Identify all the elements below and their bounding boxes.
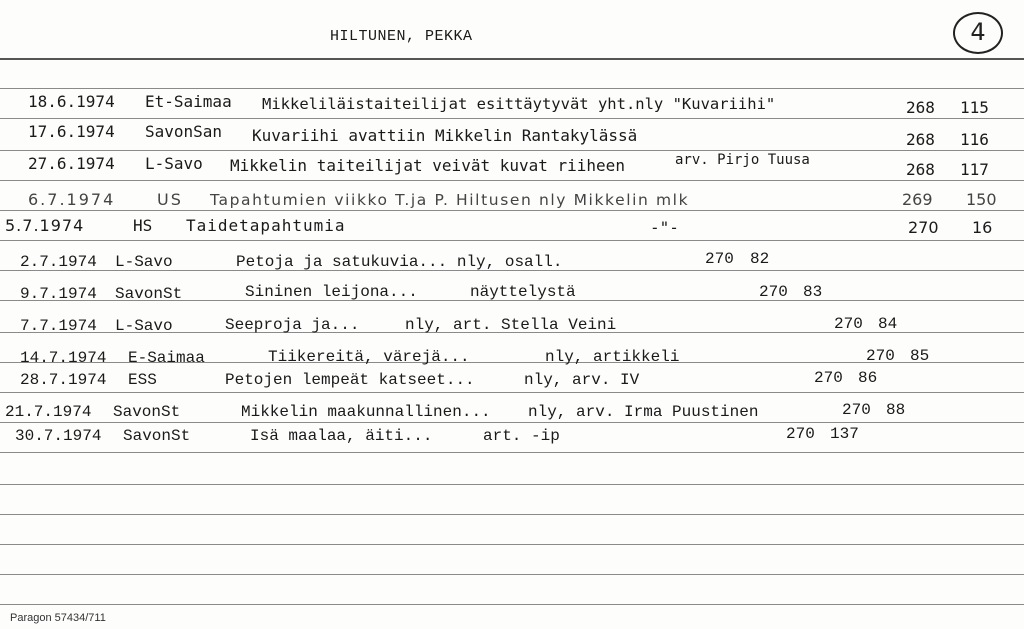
ruled-line <box>0 118 1024 119</box>
entry-text: Petoja ja satukuvia... nly, osall. <box>236 253 563 271</box>
entry-text: Sininen leijona... <box>245 283 418 301</box>
entry-note: arv. Pirjo Tuusa <box>675 152 810 168</box>
entry-source: SavonSt <box>123 427 191 445</box>
entry-type: nly, artikkeli <box>545 348 680 366</box>
entry-source: L-Savo <box>145 154 203 173</box>
entry-type: näyttelystä <box>470 283 576 301</box>
entry-ref1: 270 <box>705 250 734 268</box>
entry-ref1: 270 <box>834 315 863 333</box>
ruled-line <box>0 240 1024 241</box>
entry-ref2: 115 <box>960 98 989 117</box>
entry-source: E-Saimaa <box>128 349 205 367</box>
entry-ref1: 270 <box>759 283 788 301</box>
entry-ref2: 86 <box>858 369 878 387</box>
entry-text: Isä maalaa, äiti... <box>250 427 433 445</box>
entry-ref2: 85 <box>910 347 930 365</box>
entry-text: Kuvariihi avattiin Mikkelin Rantakylässä <box>252 126 638 145</box>
entry-text: Seeproja ja... <box>225 316 360 334</box>
entry-ref1: 270 <box>786 425 815 443</box>
entry-source: L-Savo <box>115 317 173 335</box>
entry-type: nly, arv. Irma Puustinen <box>528 403 759 421</box>
ruled-line <box>0 210 1024 211</box>
entry-source: SavonSt <box>115 285 183 303</box>
card-title: HILTUNEN, PEKKA <box>330 28 473 45</box>
entry-ref1: 270 <box>814 369 843 387</box>
ruled-line <box>0 604 1024 605</box>
entry-ref1: 270 <box>842 401 871 419</box>
entry-type: nly, art. Stella Veini <box>405 316 617 334</box>
entry-ref1: 268 <box>906 130 935 149</box>
entry-ditto: -"- <box>650 218 679 237</box>
entry-text: Taidetapahtumia <box>186 216 346 235</box>
ruled-line <box>0 180 1024 181</box>
entry-source: Et-Saimaa <box>145 92 232 111</box>
entry-ref1: 268 <box>906 98 935 117</box>
page-number: 4 <box>970 18 986 46</box>
entry-ref1: 268 <box>906 160 935 179</box>
entry-ref2: 83 <box>803 283 823 301</box>
entry-ref1: 270 <box>908 218 939 237</box>
entry-ref2: 16 <box>972 218 993 237</box>
entry-ref2: 84 <box>878 315 898 333</box>
entry-text: Tiikereitä, värejä... <box>268 348 470 366</box>
ruled-line <box>0 452 1024 453</box>
ruled-line <box>0 574 1024 575</box>
entry-date: 21.7.1974 <box>5 403 92 421</box>
entry-source: L-Savo <box>115 253 173 271</box>
ruled-line <box>0 544 1024 545</box>
entry-text: Mikkelin taiteilijat veivät kuvat riiheen <box>230 156 625 175</box>
page-number-circle <box>953 12 1003 54</box>
entry-source: US <box>157 190 183 209</box>
entry-date: 9.7.1974 <box>20 285 97 303</box>
entry-text: Petojen lempeät katseet... <box>225 371 475 389</box>
entry-date: 6.7.1974 <box>28 190 116 209</box>
entry-type: art. -ip <box>483 427 560 445</box>
ruled-line <box>0 392 1024 393</box>
entry-ref2: 137 <box>830 425 859 443</box>
entry-ref2: 82 <box>750 250 770 268</box>
entry-ref2: 117 <box>960 160 989 179</box>
entry-ref2: 116 <box>960 130 989 149</box>
entry-date: 27.6.1974 <box>28 154 115 173</box>
entry-text: Mikkelin maakunnallinen... <box>241 403 491 421</box>
entry-ref1: 269 <box>902 190 933 209</box>
entry-text: Mikkeliläistaiteilijat esittäytyvät yht.nly "Kuvariihi" <box>262 95 776 113</box>
ruled-line <box>0 484 1024 485</box>
ruled-line <box>0 422 1024 423</box>
entry-source: ESS <box>128 371 157 389</box>
ruled-line <box>0 514 1024 515</box>
entry-date: 18.6.1974 <box>28 92 115 111</box>
entry-ref1: 270 <box>866 347 895 365</box>
entry-source: SavonSt <box>113 403 181 421</box>
entry-date: 17.6.1974 <box>28 122 115 141</box>
entry-ref2: 88 <box>886 401 906 419</box>
entry-source: SavonSan <box>145 122 223 141</box>
entry-ref2: 150 <box>966 190 997 209</box>
entry-date: 2.7.1974 <box>20 253 97 271</box>
entry-date: 7.7.1974 <box>20 317 97 335</box>
entry-date: 14.7.1974 <box>20 349 107 367</box>
entry-source: HS <box>133 216 153 235</box>
ruled-line <box>0 88 1024 89</box>
entry-date: 30.7.1974 <box>15 427 102 445</box>
header-rule <box>0 58 1024 60</box>
entry-type: nly, arv. IV <box>524 371 640 389</box>
entry-date: 28.7.1974 <box>20 371 107 389</box>
card-footer: Paragon 57434/711 <box>10 612 106 624</box>
entry-date: 5.7.1974 <box>5 216 85 235</box>
ruled-line <box>0 150 1024 151</box>
entry-text: Tapahtumien viikko T.ja P. Hiltusen nly Mikkelin mlk <box>210 191 690 209</box>
